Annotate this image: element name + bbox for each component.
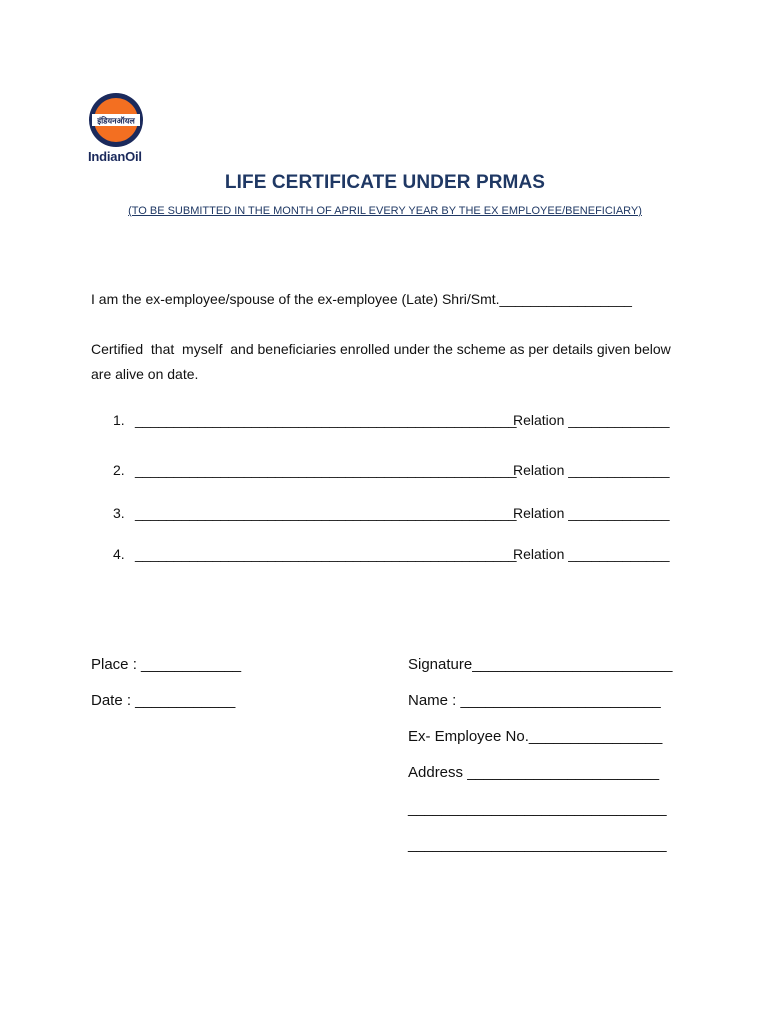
beneficiary-relation-field[interactable]: Relation _____________	[513, 505, 670, 521]
certification-line-2: are alive on date.	[91, 366, 199, 382]
page-subtitle: (TO BE SUBMITTED IN THE MONTH OF APRIL EVERY YEAR BY THE EX EMPLOYEE/BENEFICIARY)	[128, 205, 642, 217]
certification-line-1: Certified that myself and beneficiaries enrolled under the scheme as per details given below	[91, 341, 671, 357]
beneficiary-number: 2.	[113, 462, 125, 478]
beneficiary-name-field[interactable]: _________________________________________________	[135, 462, 517, 478]
address-field[interactable]: Address _______________________	[408, 764, 660, 781]
beneficiary-number: 1.	[113, 412, 125, 428]
beneficiary-name-field[interactable]: _________________________________________________	[135, 546, 517, 562]
name-field[interactable]: Name : ________________________	[408, 692, 661, 709]
certification-paragraph	[91, 337, 691, 387]
beneficiary-number: 4.	[113, 546, 125, 562]
address-line-2-field[interactable]: _______________________________	[408, 800, 667, 817]
logo-hindi-text: इंडियनऑयल	[97, 116, 135, 126]
intro-statement: I am the ex-employee/spouse of the ex-employee (Late) Shri/Smt._________________	[91, 291, 632, 307]
indianoil-logo	[88, 92, 148, 164]
beneficiary-relation-field[interactable]: Relation _____________	[513, 462, 670, 478]
page-title: LIFE CERTIFICATE UNDER PRMAS	[224, 172, 546, 193]
beneficiary-relation-field[interactable]: Relation _____________	[513, 546, 670, 562]
employee-number-field[interactable]: Ex- Employee No.________________	[408, 728, 663, 745]
address-line-3-field[interactable]: _______________________________	[408, 836, 667, 853]
beneficiary-relation-field[interactable]: Relation _____________	[513, 412, 670, 428]
indianoil-emblem-icon	[88, 92, 144, 148]
beneficiary-number: 3.	[113, 505, 125, 521]
date-field[interactable]: Date : ____________	[91, 692, 236, 709]
beneficiary-name-field[interactable]: _________________________________________________	[135, 412, 517, 428]
beneficiary-name-field[interactable]: _________________________________________________	[135, 505, 517, 521]
logo-caption: IndianOil	[88, 149, 142, 164]
signature-field[interactable]: Signature________________________	[408, 656, 673, 673]
place-field[interactable]: Place : ____________	[91, 656, 242, 673]
